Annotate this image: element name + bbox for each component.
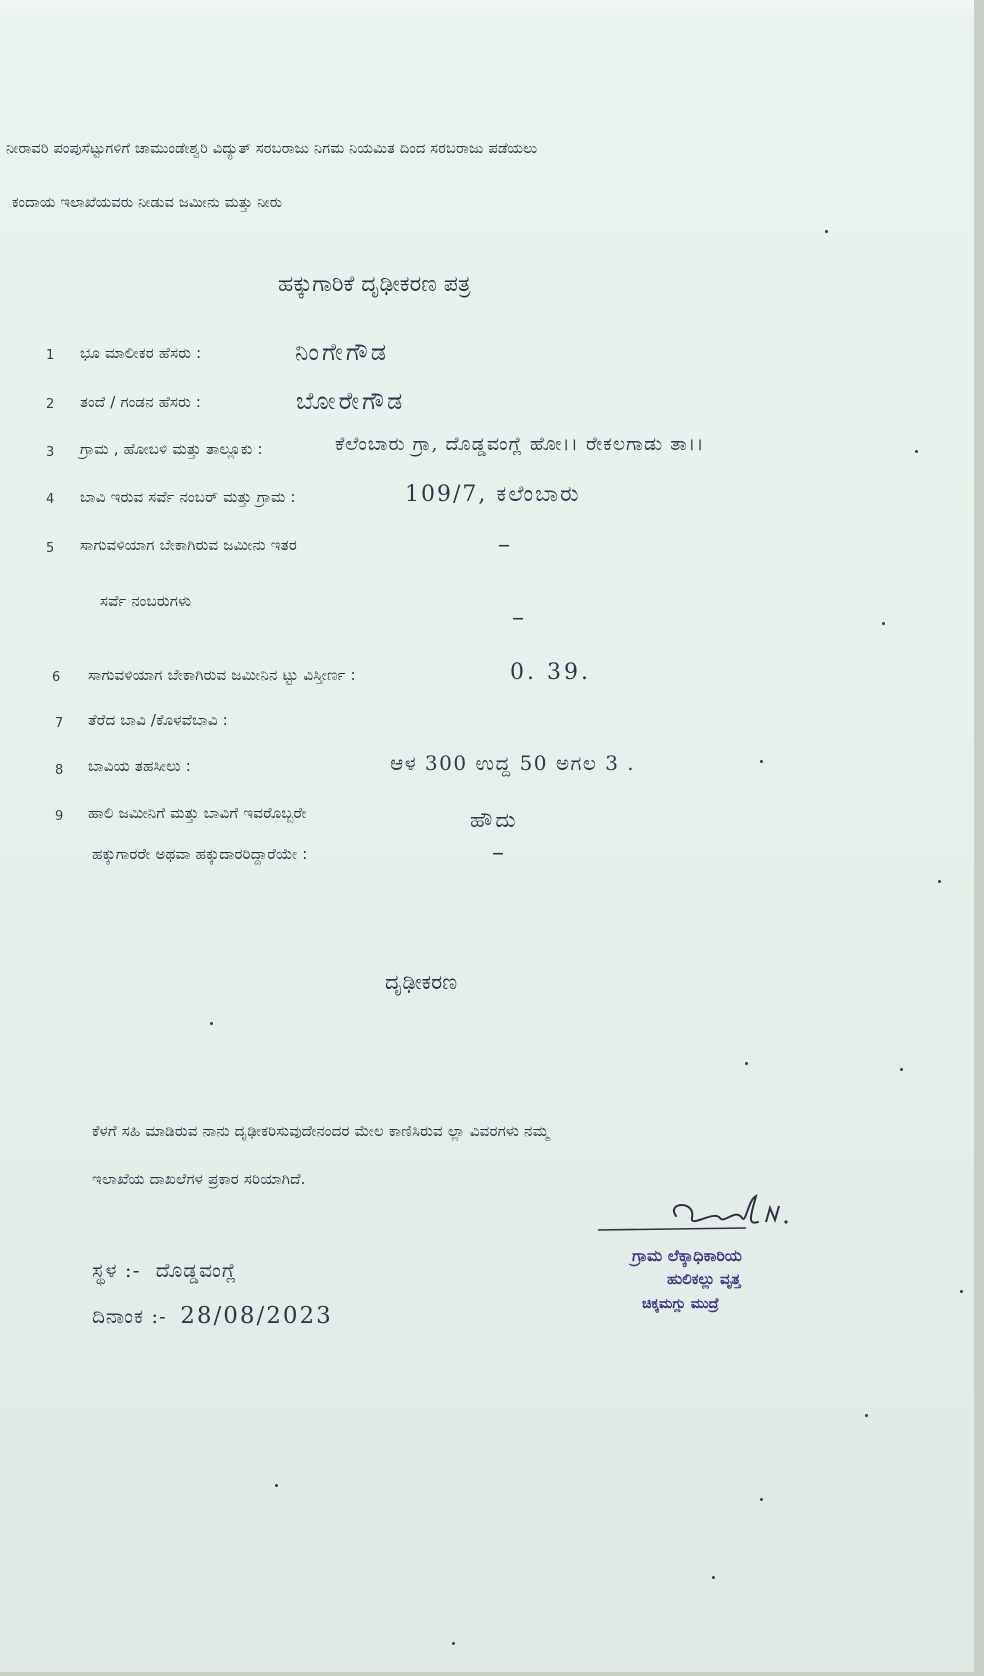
field-9-sub-value: –	[492, 838, 507, 866]
paper-speck	[275, 1484, 278, 1487]
field-9-value: ಹೌದು	[470, 808, 519, 832]
paper-speck	[760, 760, 763, 763]
paper-speck	[865, 1414, 868, 1417]
place-row	[92, 1258, 237, 1282]
field-7-number: 7	[55, 716, 64, 731]
field-8-value: ಆಳ 300 ಉದ್ದ 50 ಅಗಲ 3 .	[390, 751, 636, 775]
field-1-value: ನಿಂಗೇಗೌಡ	[295, 338, 390, 366]
field-3-value: ಕೆಲೆಂಬಾರು ಗ್ರಾ, ದೊಡ್ಡವಂಗ್ಲೆ ಹೋ।। ರೇಕಲಗಾಡು ತಾ।।	[335, 433, 705, 455]
field-4-label: ಬಾವಿ ಇರುವ ಸರ್ವೆ ನಂಬರ್ ಮತ್ತು ಗ್ರಾಮ :	[80, 488, 296, 506]
paper-speck	[915, 450, 918, 453]
paper-speck	[760, 1498, 763, 1501]
field-1-label: ಭೂ ಮಾಲೀಕರ ಹೆಸರು :	[80, 344, 202, 362]
document-title: ಹಕ್ಕುಗಾರಿಕೆ ದೃಢೀಕರಣ ಪತ್ರ	[278, 272, 471, 297]
place-label: ಸ್ಥಳ :-	[92, 1258, 141, 1282]
stamp-line-3: ಚಿಕ್ಕಮಗ್ಲು ಮುದ್ರೆ	[642, 1296, 719, 1312]
place-value: ದೊಡ್ಡವಂಗ್ಲೆ	[155, 1258, 237, 1282]
field-5-sub-label: ಸರ್ವೆ ನಂಬರುಗಳು	[100, 592, 192, 610]
field-5-number: 5	[46, 541, 55, 556]
field-8-label: ಬಾವಿಯ ತಹಸೀಲು :	[88, 757, 191, 775]
field-4-value: 109/7, ಕಲೆಂಬಾರು	[405, 482, 581, 507]
signature-mark	[596, 1188, 836, 1248]
field-5-label: ಸಾಗುವಳಿಯಾಗ ಬೇಕಾಗಿರುವ ಜಮೀನು ಇತರ	[80, 536, 297, 554]
field-5-sub-value: –	[512, 603, 527, 631]
certification-title: ದೃಢೀಕರಣ	[385, 970, 458, 994]
header-line-1: ನೀರಾವರಿ ಪಂಪುಸೆಟ್ಟುಗಳಿಗೆ ಚಾಮುಂಡೇಶ್ವರಿ ವಿದ್ಯುತ್ ಸರಬರಾಜು ನಿಗಮ ನಿಯಮಿತ ದಿಂದ ಸರಬರಾಜು ಪಡೆಯಲು	[6, 141, 538, 157]
paper-speck	[452, 1642, 455, 1645]
field-6-value: 0. 39.	[510, 660, 591, 685]
stamp-line-2: ಹುಲಿಕಲ್ಲು ವೃತ್ತ	[667, 1270, 741, 1288]
field-3-number: 3	[46, 445, 55, 460]
paper-speck	[825, 230, 828, 233]
date-label: ದಿನಾಂಕ :-	[92, 1304, 167, 1328]
field-9-number: 9	[55, 809, 64, 824]
paper-speck	[938, 880, 941, 883]
certification-line-2: ಇಲಾಖೆಯ ದಾಖಲೆಗಳ ಪ್ರಕಾರ ಸರಿಯಾಗಿದೆ.	[92, 1170, 306, 1188]
field-2-value: ಬೋರೇಗೌಡ	[296, 387, 406, 415]
field-2-number: 2	[46, 397, 55, 412]
paper-speck	[900, 1068, 903, 1071]
date-value: 28/08/2023	[180, 1303, 333, 1329]
field-4-number: 4	[46, 492, 55, 507]
field-3-label: ಗ್ರಾಮ , ಹೋಬಳಿ ಮತ್ತು ತಾಲ್ಲೂಕು :	[80, 440, 263, 458]
date-row	[92, 1303, 333, 1329]
paper-speck	[882, 622, 885, 625]
field-7-label: ತೆರೆದ ಬಾವಿ /ಕೊಳವೆಬಾವಿ :	[88, 711, 228, 729]
paper-speck	[712, 1576, 715, 1579]
field-9-sub-label: ಹಕ್ಕುಗಾರರೇ ಅಥವಾ ಹಕ್ಕುದಾರರಿದ್ದಾರೆಯೇ :	[92, 845, 308, 863]
paper-speck	[210, 1022, 213, 1025]
field-2-label: ತಂದೆ / ಗಂಡನ ಹೆಸರು :	[80, 393, 202, 411]
paper-speck	[960, 1290, 963, 1293]
field-1-number: 1	[46, 348, 55, 363]
field-9-label: ಹಾಲಿ ಜಮೀನಿಗೆ ಮತ್ತು ಬಾವಿಗೆ ಇವರೊಬ್ಬರೇ	[88, 804, 307, 822]
certification-line-1: ಕೆಳಗೆ ಸಹಿ ಮಾಡಿರುವ ನಾನು ದೃಢೀಕರಿಸುವುದೇನಂದರ ಮೇಲ ಕಾಣಿಸಿರುವ ಲ್ಲಾ ವಿವರಗಳು ನಮ್ಮ	[92, 1122, 550, 1140]
field-6-number: 6	[52, 670, 61, 685]
stamp-line-1: ಗ್ರಾಮ ಲೆಕ್ಕಾಧಿಕಾರಿಯ	[632, 1246, 742, 1265]
field-6-label: ಸಾಗುವಳಿಯಾಗ ಬೇಕಾಗಿರುವ ಜಮೀನಿನ ಟ್ಟು ವಿಸ್ತೀರ್ಣ :	[88, 666, 356, 684]
paper-speck	[745, 1062, 748, 1065]
header-line-2: ಕಂದಾಯ ಇಲಾಖೆಯವರು ನೀಡುವ ಜಮೀನು ಮತ್ತು ನೀರು	[12, 195, 283, 211]
field-8-number: 8	[55, 763, 64, 778]
field-5-value: –	[498, 530, 513, 558]
